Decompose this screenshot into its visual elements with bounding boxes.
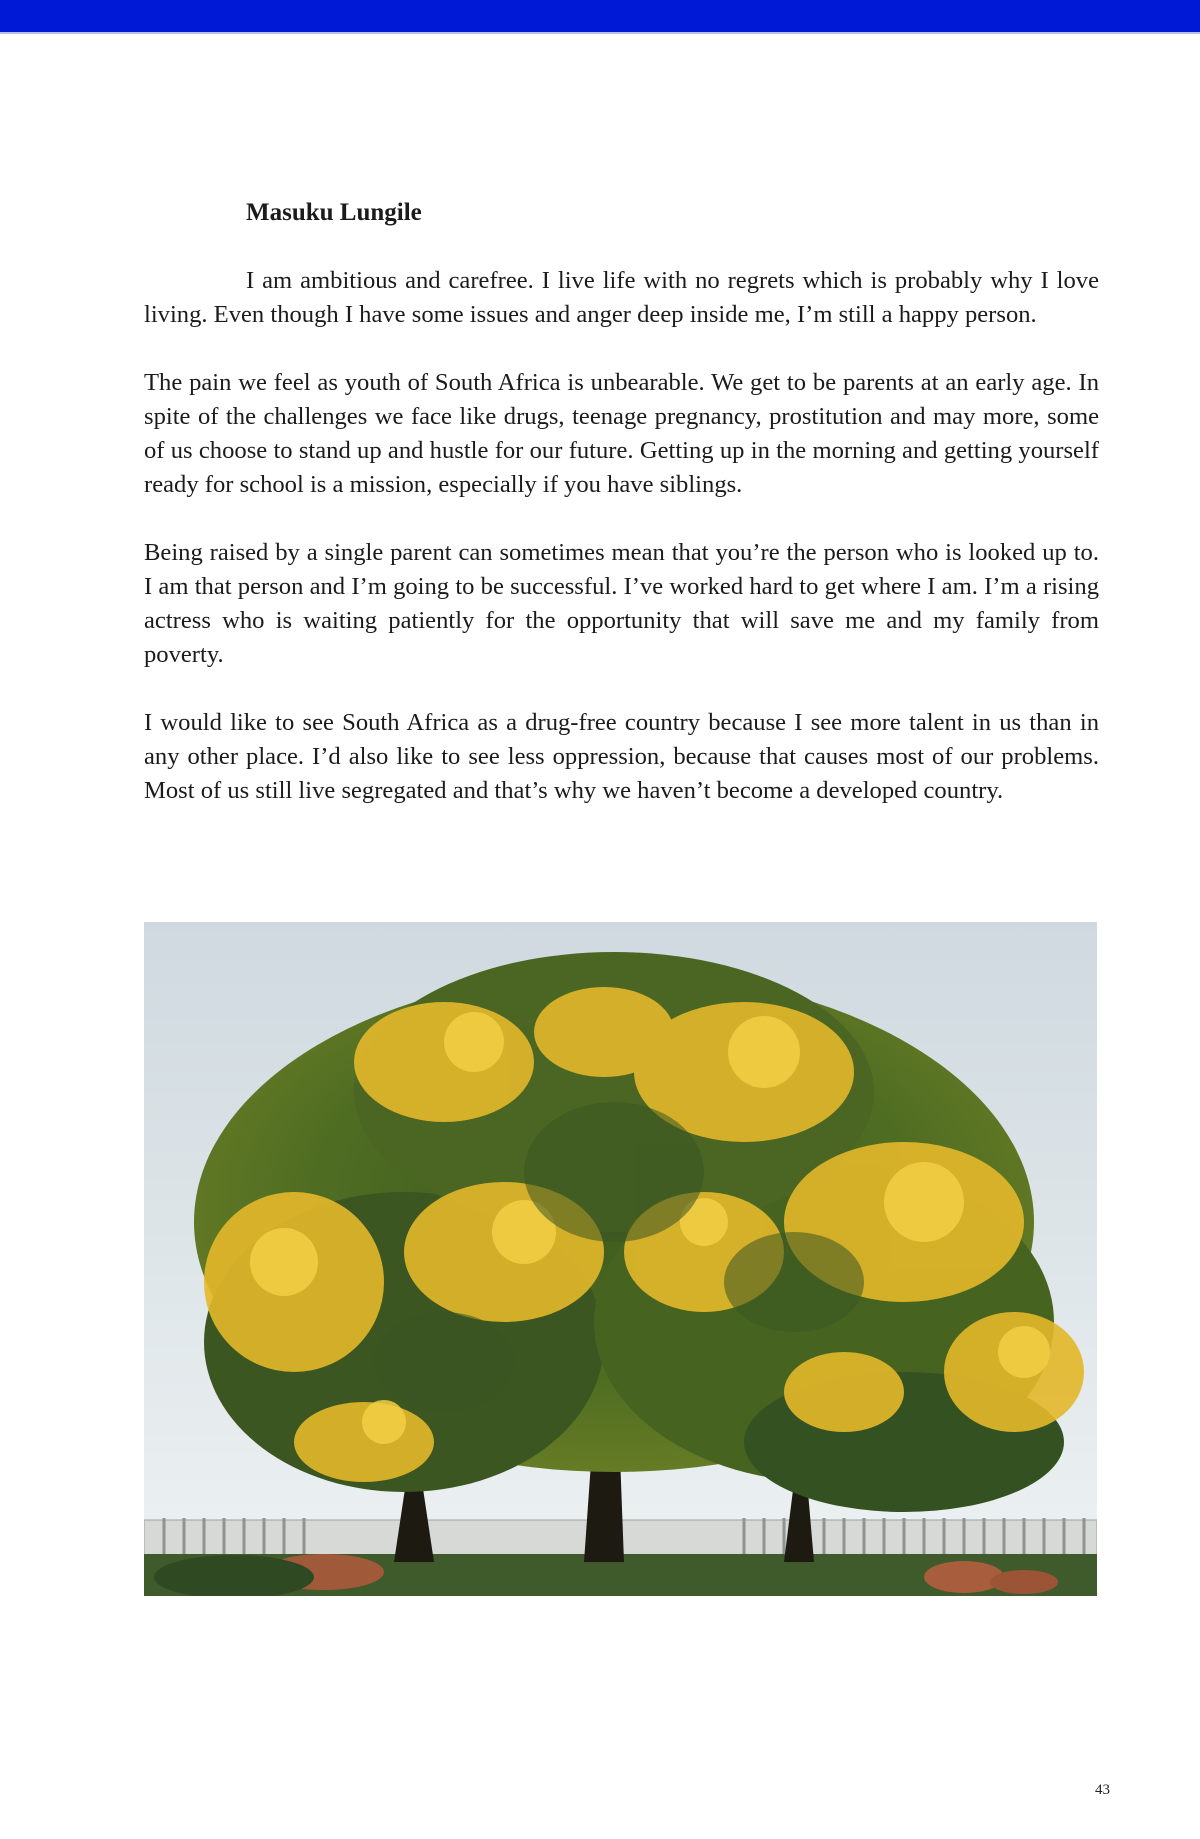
paragraph-4: I would like to see South Africa as a drug-free country because I see more talent in us than in any other place. I’d also like to see less oppression, because that causes most of our problems. Most of us still live segregated and that’s why we haven’t become a developed country. — [144, 709, 1099, 804]
author-name-heading: Masuku Lungile — [246, 199, 422, 226]
header-color-bar — [0, 0, 1200, 32]
flowering-tree-photo — [144, 922, 1097, 1596]
paragraph-2: The pain we feel as youth of South Africa is unbearable. We get to be parents at an early age. In spite of the challenges we face like drugs, teenage pregnancy, prostitution and may more, some of us choose to stand up and hustle for our future. Getting up in the morning and getting yourself ready for school is a mission, especially if you have siblings. — [144, 369, 1099, 498]
paragraph-1: I am ambitious and carefree. I live life with no regrets which is probably why I love living. Even though I have some issues and anger deep inside me, I’m still a happy person. — [144, 267, 1099, 328]
page-number: 43 — [1095, 1782, 1110, 1798]
header-bar-edge — [0, 32, 1200, 34]
paragraph-3: Being raised by a single parent can sometimes mean that you’re the person who is looked up to. I am that person and I’m going to be successful. I’ve worked hard to get where I am. I’m a rising actress who is waiting patiently for the opportunity that will save me and my family from poverty. — [144, 539, 1099, 668]
essay-body — [144, 264, 1099, 842]
